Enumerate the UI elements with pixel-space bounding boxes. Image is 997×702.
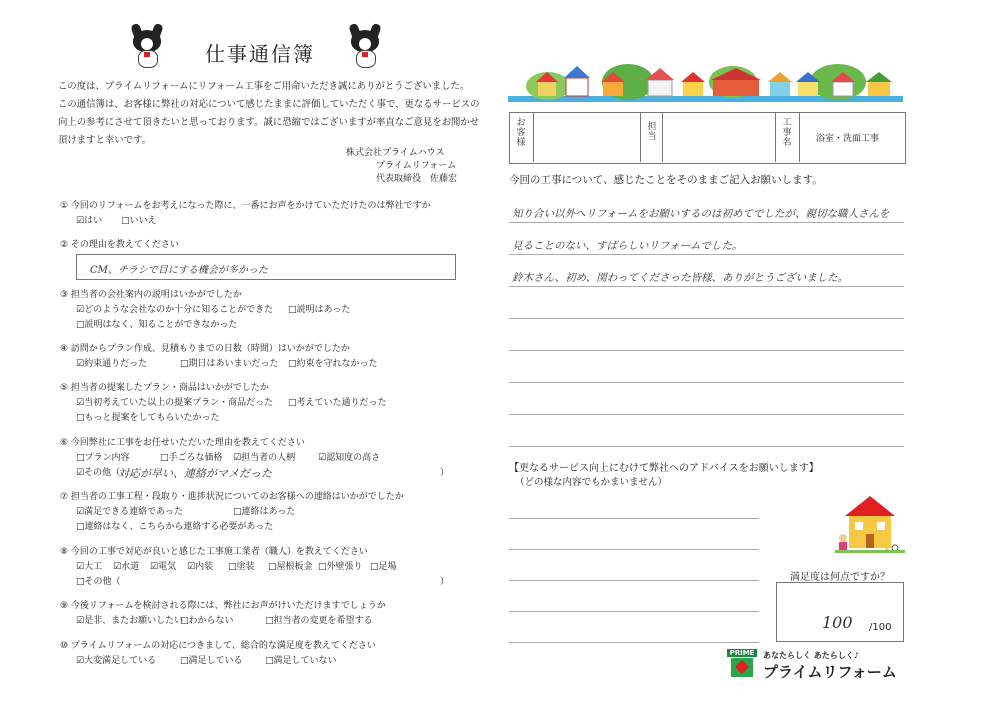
q9-option[interactable]: □わからない (180, 616, 234, 626)
q7-option[interactable]: ☑満足できる連絡であった (76, 507, 183, 517)
q9-option[interactable]: ☑是非、またお願いしたい (76, 616, 184, 626)
house (868, 82, 890, 96)
q8-option[interactable]: □足場 (370, 562, 397, 572)
q7-option[interactable]: □連絡はあった (233, 507, 296, 517)
intro-line: 頂けますと幸いです。 (58, 135, 151, 146)
house-illustration (835, 494, 905, 556)
q5-option[interactable]: □もっと提案をしてもらいたかった (76, 413, 220, 423)
advice-subtitle: （どの様な内容でもかまいません） (515, 477, 668, 488)
house (798, 82, 818, 96)
q10-option[interactable]: □満足していない (265, 656, 337, 666)
q5-option[interactable]: □考えていた通りだった (288, 398, 387, 408)
q3-label: ③ 担当者の会社案内の説明はいかがでしたか (60, 290, 242, 300)
prime-logo-icon (727, 649, 757, 677)
q5-option[interactable]: ☑当初考えていた以上の提案プラン・商品だった (76, 398, 274, 408)
q8-label: ⑧ 今回の工事で対応が良いと感じた工事施工業者（職人）を教えてください (60, 547, 368, 557)
town-illustration (508, 60, 903, 104)
q8-option[interactable]: ☑内装 (187, 562, 214, 572)
q6-other-answer: 対応が早い、連絡がマメだった (118, 467, 272, 480)
intro-line: この度は、プライムリフォームにリフォーム工事をご用命いただき誠にありがとうございました。 (58, 81, 470, 92)
representative: 代表取締役 佐藤宏 (376, 174, 458, 184)
q8-option[interactable]: ☑水道 (113, 562, 140, 572)
q1-option[interactable]: □いいえ (121, 216, 157, 226)
q10-option[interactable]: □満足している (180, 656, 243, 666)
comment-line: 鈴木さん、初め、関わってくださった皆様、ありがとうございました。 (512, 272, 849, 284)
staff-label: 担当 (647, 122, 657, 142)
q8-option-other[interactable]: □その他（ (76, 577, 121, 587)
house (648, 80, 672, 96)
company-signature (346, 147, 461, 186)
q9-label: ⑨ 今後リフォームを検討される際には、弊社にお声がけいただけますでしょうか (60, 601, 386, 611)
dog-mascot-right (348, 28, 382, 68)
girl (839, 534, 847, 542)
brand-name: プライムリフォーム (376, 161, 457, 171)
q3-option[interactable]: □説明はなく、知ることができなかった (76, 320, 238, 330)
q6-option-other[interactable]: ☑その他（ (76, 468, 121, 478)
house (566, 78, 588, 96)
house (770, 82, 790, 96)
q8-option[interactable]: ☑大工 (76, 562, 103, 572)
q9-option[interactable]: □担当者の変更を希望する (265, 616, 373, 626)
logo-tagline: あなたらしく あたらしく♪ (763, 651, 859, 660)
comment-prompt: 今回の工事について、感じたことをそのままご記入お願いします。 (509, 174, 823, 186)
work-label: 工事名 (782, 118, 792, 148)
paren-close: ） (440, 577, 450, 587)
q3-option[interactable]: ☑どのような会社なのか十分に知ることができた (76, 305, 274, 315)
q8-option[interactable]: □外壁張り (318, 562, 363, 572)
q10-label: ⑩ プライムリフォームの対応につきまして、総合的な満足度を教えてください (60, 641, 376, 651)
q6-option[interactable]: ☑担当者の人柄 (233, 453, 296, 463)
company-name: 株式会社プライムハウス (346, 148, 445, 158)
q3-option[interactable]: □説明はあった (288, 305, 351, 315)
q10-option[interactable]: ☑大変満足している (76, 656, 157, 666)
q4-label: ④ 訪問からプラン作成、見積もりまでの日数（時間）はいかがでしたか (60, 344, 350, 354)
paren-close: ） (440, 468, 450, 478)
comment-line: 見ることのない、すばらしいリフォームでした。 (512, 240, 743, 252)
house (713, 80, 759, 96)
house (833, 82, 853, 96)
score-label: 満足度は何点ですか？ (790, 572, 890, 583)
logo-name: プライムリフォーム (763, 663, 897, 681)
score-max: /100 (869, 622, 892, 633)
q4-option[interactable]: □期日はあいまいだった (180, 359, 279, 369)
q1-label: ① 今回のリフォームをお考えになった際に、一番にお声をかけていただけたのは弊社ですか (60, 201, 431, 211)
q8-option[interactable]: □屋根板金 (268, 562, 313, 572)
customer-label: お客様 (516, 118, 526, 148)
advice-title: 【更なるサービス向上にむけて弊社へのアドバイスをお願いします】 (509, 463, 819, 474)
customer-name-field[interactable] (535, 114, 638, 160)
q2-label: ② その理由を教えてください (60, 240, 179, 250)
intro-line: この通信簿は、お客様に弊社の対応について感じたままに評価していただく事で、更なるサービスの (58, 99, 480, 110)
score-value: 100 (822, 613, 853, 632)
q8-option[interactable]: ☑電気 (150, 562, 177, 572)
house (683, 82, 703, 96)
intro-line: 向上の参考にさせて頂きたいと思っております。誠に恐縮ではございますが率直なご意見をお聞かせ (58, 117, 480, 128)
q7-option[interactable]: □連絡はなく、こちらから連絡する必要があった (76, 522, 274, 532)
q7-label: ⑦ 担当者の工事工程・段取り・進捗状況についてのお客様への連絡はいかがでしたか (60, 492, 404, 502)
q8-option[interactable]: □塗装 (228, 562, 255, 572)
score-box[interactable] (776, 582, 904, 642)
house (538, 82, 556, 96)
q5-label: ⑤ 担当者の提案したプラン・商品はいかがでしたか (60, 383, 269, 393)
logo-prime-text: PRIME (727, 649, 757, 657)
q6-option[interactable]: □プラン内容 (76, 453, 130, 463)
intro-text (58, 78, 478, 150)
q4-option[interactable]: ☑約束通りだった (76, 359, 148, 369)
q6-option[interactable]: ☑認知度の高さ (318, 453, 381, 463)
work-name: 浴室・洗面工事 (816, 134, 880, 144)
q4-option[interactable]: □約束を守れなかった (288, 359, 378, 369)
dog-mascot-left (130, 28, 164, 68)
q6-option[interactable]: □手ごろな価格 (160, 453, 223, 463)
q1-option[interactable]: ☑はい (76, 216, 103, 226)
house (603, 82, 623, 96)
q2-answer: CM、チラシで目にする機会が多かった (90, 265, 268, 276)
comment-line: 知り合い以外へリフォームをお願いするのは初めてでしたが、親切な職人さんを (512, 208, 890, 220)
roof (845, 496, 895, 516)
q6-label: ⑥ 今回弊社に工事をお任せいただいた理由を教えてください (60, 438, 305, 448)
page-title: 仕事通信簿 (205, 42, 315, 66)
staff-name-field[interactable] (664, 114, 773, 160)
